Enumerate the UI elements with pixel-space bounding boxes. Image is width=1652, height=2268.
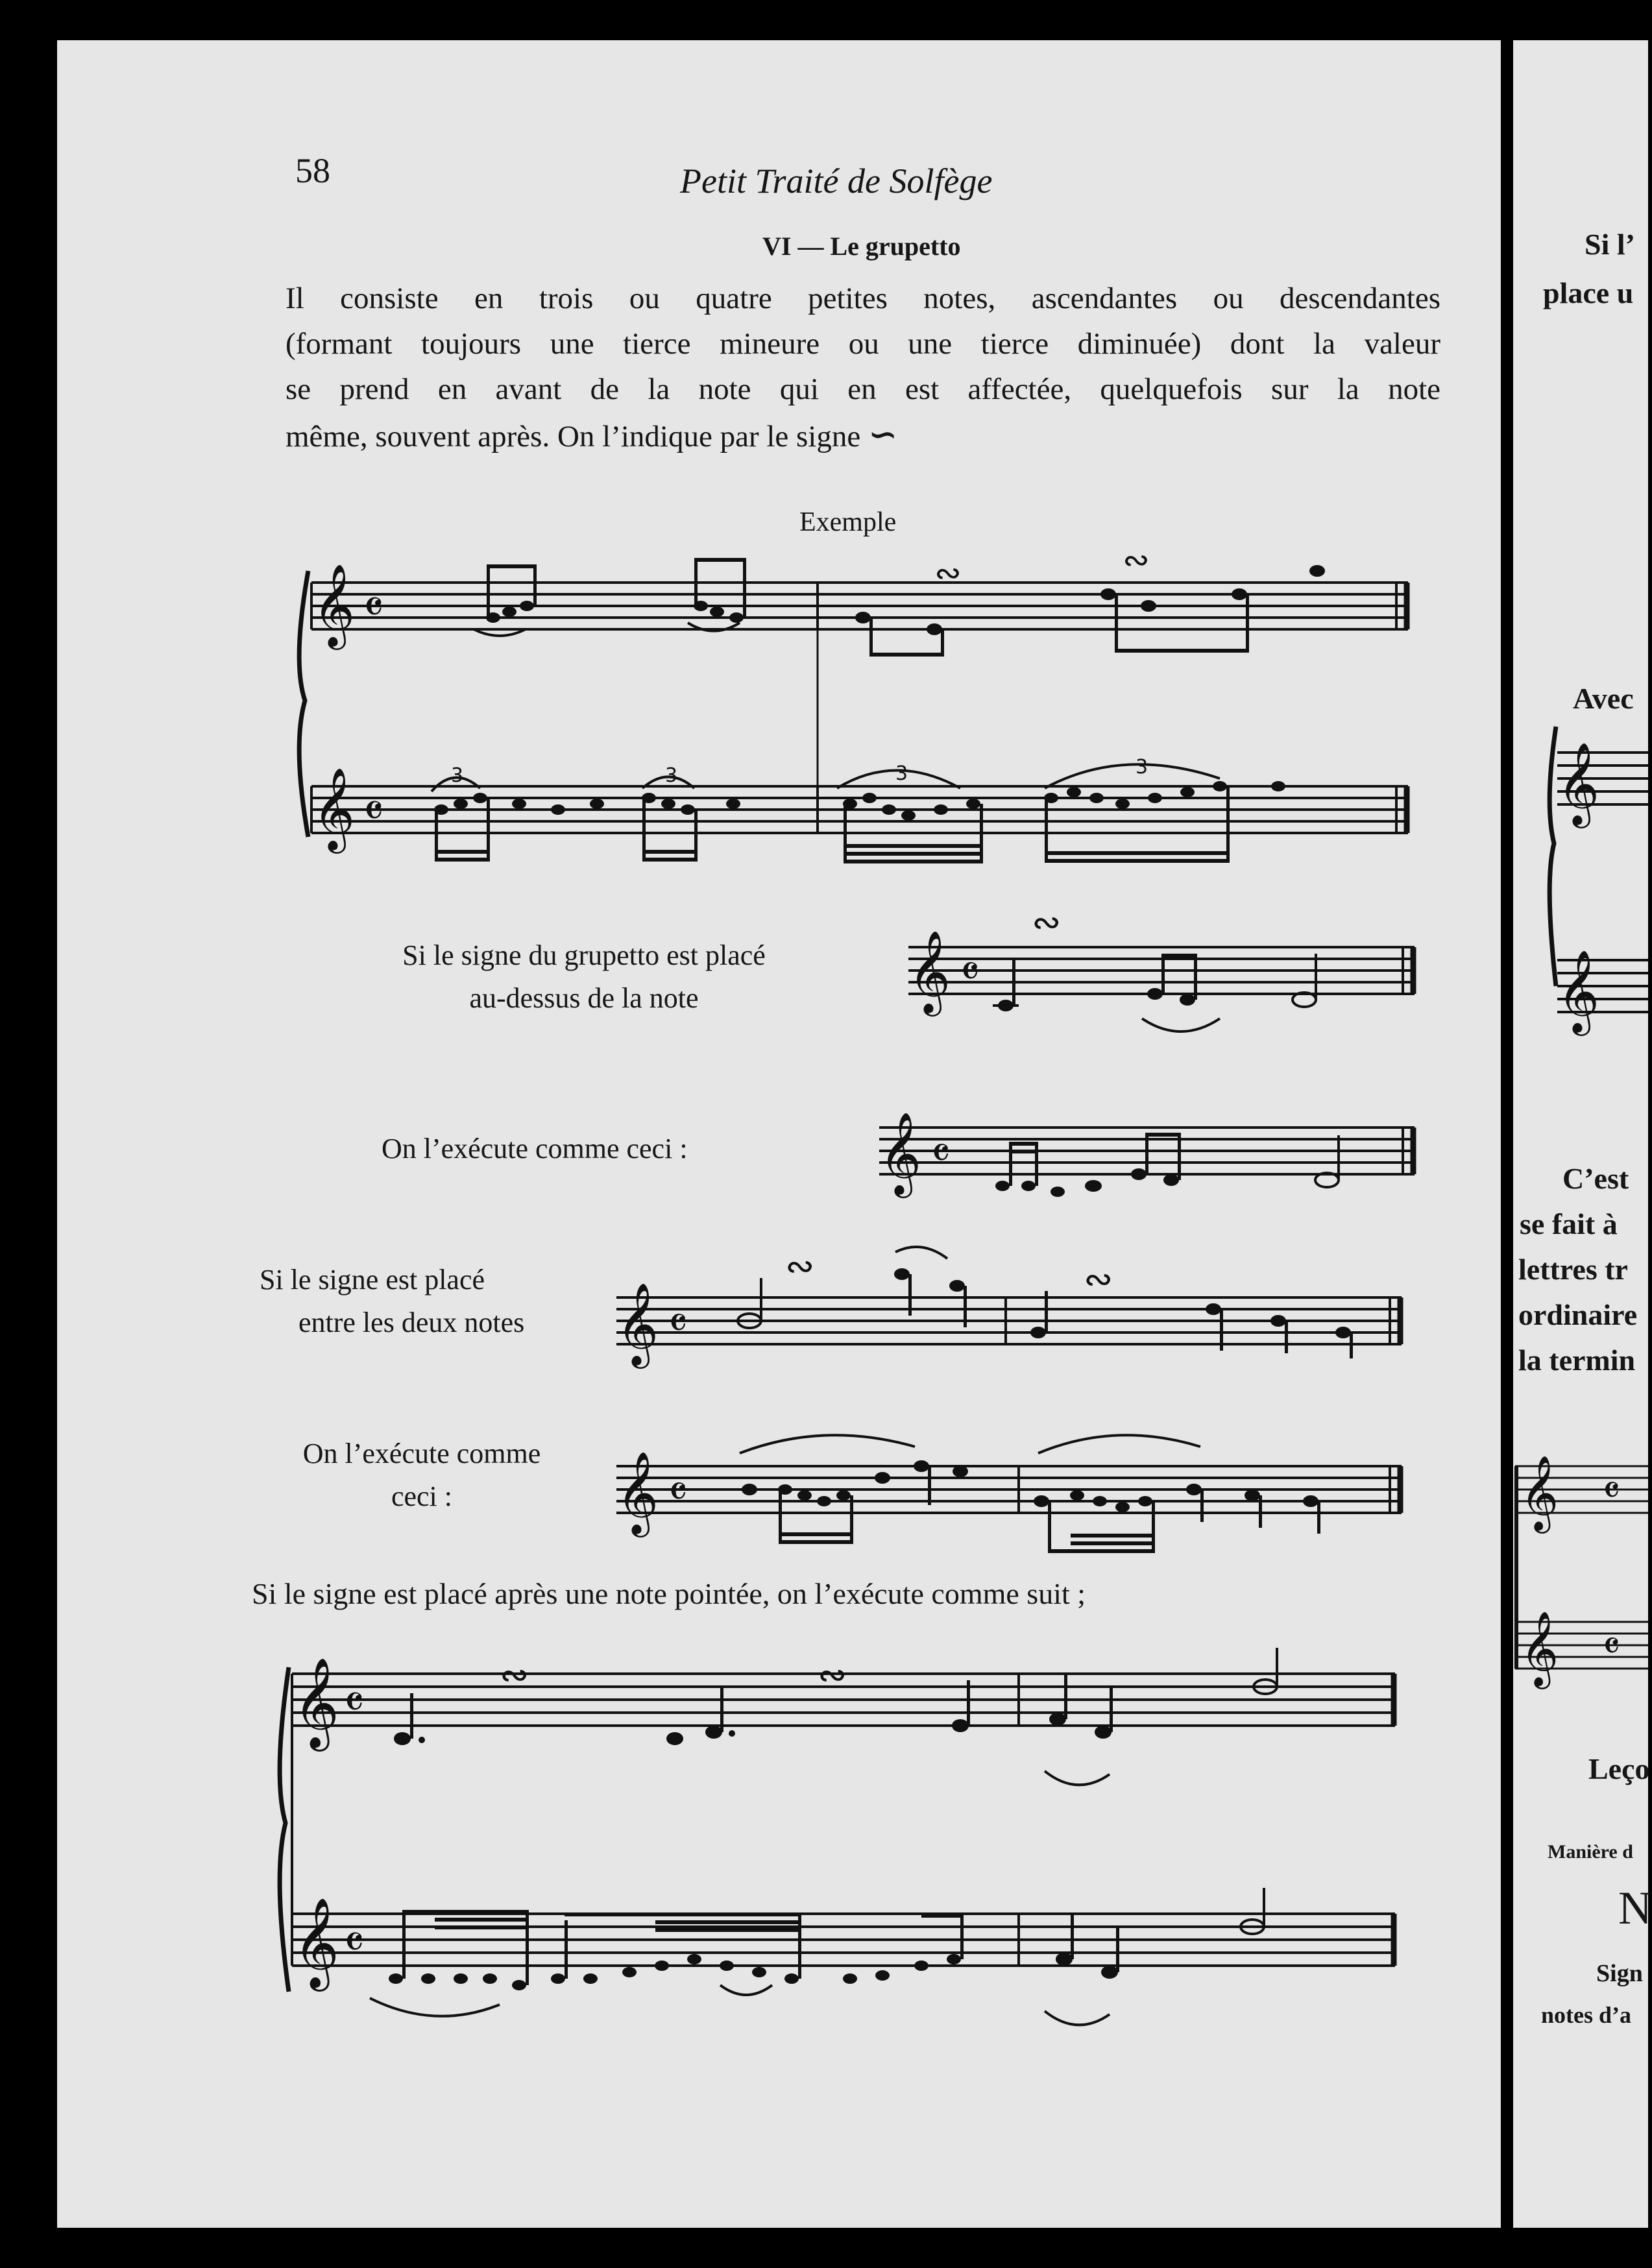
next-page-text: Leço [1588, 1752, 1650, 1785]
common-time-icon: 𝄴 [668, 1298, 688, 1348]
common-time-icon: 𝄴 [668, 1467, 688, 1517]
next-page-text: Si l’ [1585, 228, 1635, 261]
common-time-icon: 𝄴 [960, 947, 980, 996]
treble-clef-icon: 𝄞 [293, 1658, 339, 1748]
turn-icon: ∾ [818, 1654, 847, 1695]
page-number: 58 [295, 151, 330, 190]
treble-clef-icon: 𝄞 [313, 563, 356, 646]
treble-clef-icon: 𝄞 [1520, 1610, 1559, 1686]
treble-clef-icon: 𝄞 [1557, 742, 1600, 825]
treble-clef-icon: 𝄞 [1557, 949, 1600, 1032]
next-page-text: ordinaire [1518, 1298, 1638, 1331]
running-head: Petit Traité de Solfège [680, 162, 993, 200]
common-time-icon: 𝄴 [344, 1676, 365, 1729]
treble-clef-icon: 𝄞 [616, 1282, 659, 1365]
treble-clef-icon: 𝄞 [313, 767, 356, 850]
brace [280, 1667, 289, 1992]
score-execute-2 [610, 1395, 1408, 1570]
common-time-icon: 𝄴 [1603, 1624, 1620, 1669]
score-between [610, 1233, 1408, 1382]
common-time-icon: 𝄴 [931, 1128, 951, 1178]
caption-line: entre les deux notes [298, 1307, 525, 1338]
next-page-text: se fait à [1520, 1207, 1618, 1240]
caption-line: Si le signe du grupetto est placé [402, 939, 766, 971]
triplet-mark: 3 [1136, 756, 1148, 778]
next-page-text: C’est [1562, 1162, 1629, 1195]
caption-line: au-dessus de la note [469, 982, 699, 1014]
next-page-text: Sign [1596, 1960, 1643, 1987]
next-page-text: place u [1543, 276, 1634, 309]
common-time-icon: 𝄴 [1603, 1468, 1620, 1514]
next-page-score [1544, 714, 1648, 1077]
example-score [285, 532, 1421, 882]
treble-clef-icon: 𝄞 [908, 930, 951, 1013]
caption-execute-2 [253, 1432, 590, 1518]
common-time-icon: 𝄴 [344, 1916, 365, 1969]
turn-icon: ∾ [1032, 902, 1062, 943]
next-page-text: la termin [1518, 1344, 1636, 1377]
treble-clef-icon: 𝄞 [293, 1898, 339, 1988]
treble-clef-icon: 𝄞 [616, 1451, 659, 1534]
body-paragraph [285, 276, 1440, 459]
brace [299, 571, 308, 837]
triplet-mark: 3 [451, 764, 464, 787]
triplet-mark: 3 [665, 764, 678, 787]
next-page-text: lettres tr [1518, 1253, 1628, 1286]
paragraph-line: Il consiste en trois ou quatre petites notes, ascendantes ou descendantes [285, 282, 1440, 315]
score-dotted [266, 1615, 1408, 2082]
caption-dotted: Si le signe est placé après une note pointée, on l’exécute comme suit ; [252, 1577, 1086, 1610]
section-title: VI — Le grupetto [762, 232, 961, 261]
next-page-text: notes d’a [1541, 2002, 1632, 2028]
next-page-text: Manière d [1548, 1841, 1633, 1863]
lower-staff [311, 786, 1408, 833]
turn-icon: ∾ [934, 554, 962, 592]
caption-execute-1: On l’exécute comme ceci : [382, 1133, 688, 1164]
paragraph-line [285, 412, 1440, 459]
paragraph-line: (formant toujours une tierce mineure ou une tierce diminuée) dont la valeur [285, 327, 1440, 361]
grupetto-sign: ∽ [868, 415, 898, 454]
next-page-text: N [1618, 1882, 1652, 1934]
caption-line: On l’exécute comme [302, 1438, 541, 1469]
common-time-icon: 𝄴 [363, 581, 384, 634]
turn-icon: ∾ [785, 1246, 815, 1286]
turn-icon: ∾ [1123, 541, 1150, 579]
score-execute-1 [873, 1070, 1421, 1220]
treble-clef-icon: 𝄞 [1520, 1454, 1559, 1530]
paragraph-line-text: même, souvent après. On l’indique par le signe [285, 420, 861, 453]
next-page-text: Avec [1573, 682, 1634, 715]
caption-line: ceci : [391, 1480, 453, 1512]
caption-above-note [324, 934, 844, 1020]
treble-clef-icon: 𝄞 [879, 1111, 922, 1194]
paragraph-line: se prend en avant de la note qui en est affectée, quelquefois sur la note [285, 372, 1440, 406]
caption-between [260, 1259, 524, 1344]
turn-icon: ∾ [500, 1654, 529, 1695]
turn-icon: ∾ [1084, 1259, 1113, 1299]
caption-line: Si le signe est placé [260, 1264, 485, 1296]
next-page-score [1515, 1440, 1648, 1700]
example-label: Exemple [799, 507, 897, 537]
common-time-icon: 𝄴 [363, 784, 384, 838]
score-above-note [902, 902, 1421, 1051]
triplet-mark: 3 [895, 762, 908, 785]
